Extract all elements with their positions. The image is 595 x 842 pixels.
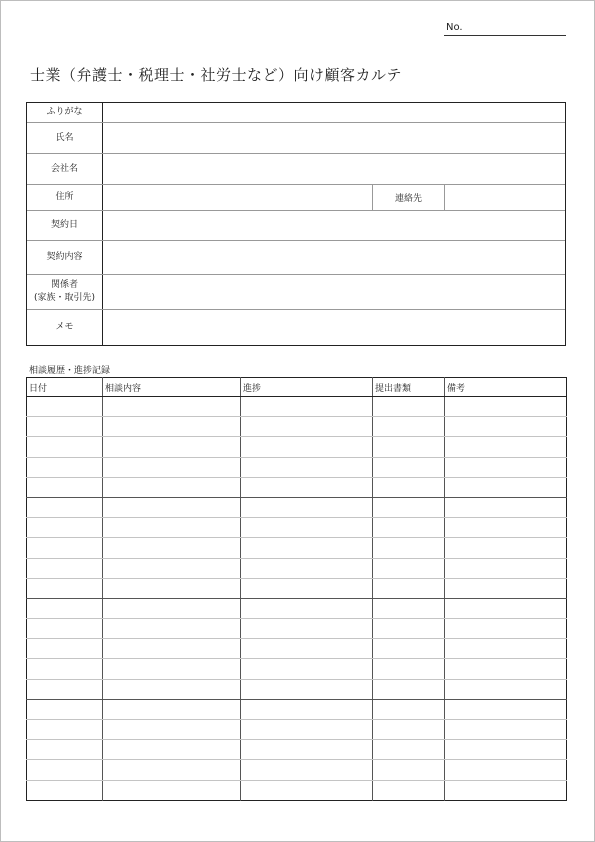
date-cell[interactable] (27, 619, 103, 639)
row-furigana (27, 103, 565, 123)
progress-cell[interactable] (241, 578, 373, 598)
progress-cell[interactable] (241, 538, 373, 558)
table-row (27, 397, 567, 417)
notes-cell[interactable] (445, 397, 567, 417)
documents-cell[interactable] (373, 457, 445, 477)
notes-cell[interactable] (445, 720, 567, 740)
address-label: 住所 (27, 185, 103, 210)
documents-cell[interactable] (373, 417, 445, 437)
consultation-cell[interactable] (103, 639, 241, 659)
table-row (27, 659, 567, 679)
date-cell[interactable] (27, 598, 103, 618)
notes-cell[interactable] (445, 518, 567, 538)
memo-label: メモ (27, 310, 103, 345)
company-label: 会社名 (27, 154, 103, 184)
date-cell[interactable] (27, 780, 103, 800)
furigana-label: ふりがな (27, 103, 103, 122)
table-row (27, 619, 567, 639)
date-cell[interactable] (27, 518, 103, 538)
documents-cell[interactable] (373, 760, 445, 780)
progress-cell[interactable] (241, 457, 373, 477)
documents-cell[interactable] (373, 497, 445, 517)
documents-cell[interactable] (373, 538, 445, 558)
contract-date-field[interactable] (103, 211, 565, 240)
progress-cell[interactable] (241, 760, 373, 780)
contact-field[interactable] (445, 185, 565, 210)
row-memo (27, 310, 565, 345)
notes-cell[interactable] (445, 497, 567, 517)
notes-cell[interactable] (445, 639, 567, 659)
documents-cell[interactable] (373, 720, 445, 740)
consultation-cell[interactable] (103, 497, 241, 517)
date-cell[interactable] (27, 437, 103, 457)
row-address (27, 185, 565, 211)
history-body (27, 397, 567, 801)
consultation-cell[interactable] (103, 780, 241, 800)
progress-cell[interactable] (241, 417, 373, 437)
page-title: 士業（弁護士・税理士・社労士など）向け顧客カルテ (30, 66, 403, 84)
table-row (27, 740, 567, 760)
documents-cell[interactable] (373, 558, 445, 578)
table-row (27, 760, 567, 780)
date-cell[interactable] (27, 679, 103, 699)
consultation-cell[interactable] (103, 598, 241, 618)
documents-cell[interactable] (373, 639, 445, 659)
row-related (27, 275, 565, 310)
progress-cell[interactable] (241, 619, 373, 639)
consultation-cell[interactable] (103, 699, 241, 719)
progress-cell[interactable] (241, 397, 373, 417)
notes-cell[interactable] (445, 538, 567, 558)
progress-cell[interactable] (241, 639, 373, 659)
date-cell[interactable] (27, 578, 103, 598)
date-cell[interactable] (27, 639, 103, 659)
related-label-line1: 関係者 (50, 280, 78, 290)
address-field[interactable] (103, 185, 373, 210)
col-date: 日付 (27, 378, 103, 397)
number-label: No. (446, 22, 463, 33)
consultation-cell[interactable] (103, 558, 241, 578)
table-row (27, 699, 567, 719)
contract-content-label: 契約内容 (27, 241, 103, 274)
progress-cell[interactable] (241, 518, 373, 538)
name-field[interactable] (103, 123, 565, 153)
client-info-table (26, 102, 566, 346)
consultation-cell[interactable] (103, 760, 241, 780)
table-row (27, 639, 567, 659)
related-label (27, 275, 103, 309)
progress-cell[interactable] (241, 720, 373, 740)
table-row (27, 497, 567, 517)
date-cell[interactable] (27, 457, 103, 477)
notes-cell[interactable] (445, 457, 567, 477)
consultation-cell[interactable] (103, 477, 241, 497)
notes-cell[interactable] (445, 699, 567, 719)
documents-cell[interactable] (373, 780, 445, 800)
progress-cell[interactable] (241, 437, 373, 457)
row-name (27, 123, 565, 154)
consultation-cell[interactable] (103, 659, 241, 679)
col-consultation: 相談内容 (103, 378, 241, 397)
consultation-cell[interactable] (103, 397, 241, 417)
consultation-cell[interactable] (103, 679, 241, 699)
consultation-cell[interactable] (103, 417, 241, 437)
history-table (26, 377, 567, 801)
notes-cell[interactable] (445, 659, 567, 679)
notes-cell[interactable] (445, 437, 567, 457)
table-row (27, 437, 567, 457)
table-row (27, 780, 567, 800)
documents-cell[interactable] (373, 598, 445, 618)
progress-cell[interactable] (241, 497, 373, 517)
documents-cell[interactable] (373, 659, 445, 679)
consultation-cell[interactable] (103, 437, 241, 457)
contract-content-field[interactable] (103, 241, 565, 274)
documents-cell[interactable] (373, 699, 445, 719)
notes-cell[interactable] (445, 598, 567, 618)
table-row (27, 477, 567, 497)
col-documents: 提出書類 (373, 378, 445, 397)
table-row (27, 598, 567, 618)
contract-date-label: 契約日 (27, 211, 103, 240)
memo-field[interactable] (103, 310, 565, 345)
consultation-cell[interactable] (103, 578, 241, 598)
table-row (27, 720, 567, 740)
col-progress: 進捗 (241, 378, 373, 397)
history-header-row (27, 378, 567, 397)
contact-label: 連絡先 (373, 185, 445, 210)
date-cell[interactable] (27, 740, 103, 760)
row-contract-date (27, 211, 565, 241)
date-cell[interactable] (27, 558, 103, 578)
progress-cell[interactable] (241, 558, 373, 578)
documents-cell[interactable] (373, 619, 445, 639)
consultation-cell[interactable] (103, 720, 241, 740)
row-company (27, 154, 565, 185)
number-field[interactable] (444, 35, 566, 36)
date-cell[interactable] (27, 397, 103, 417)
table-row (27, 558, 567, 578)
notes-cell[interactable] (445, 740, 567, 760)
notes-cell[interactable] (445, 619, 567, 639)
progress-cell[interactable] (241, 659, 373, 679)
date-cell[interactable] (27, 538, 103, 558)
company-field[interactable] (103, 154, 565, 184)
consultation-cell[interactable] (103, 457, 241, 477)
consultation-cell[interactable] (103, 740, 241, 760)
date-cell[interactable] (27, 659, 103, 679)
name-label: 氏名 (27, 123, 103, 153)
notes-cell[interactable] (445, 760, 567, 780)
table-row (27, 679, 567, 699)
documents-cell[interactable] (373, 437, 445, 457)
notes-cell[interactable] (445, 679, 567, 699)
progress-cell[interactable] (241, 740, 373, 760)
date-cell[interactable] (27, 497, 103, 517)
table-row (27, 578, 567, 598)
consultation-cell[interactable] (103, 518, 241, 538)
progress-cell[interactable] (241, 679, 373, 699)
progress-cell[interactable] (241, 477, 373, 497)
table-row (27, 417, 567, 437)
progress-cell[interactable] (241, 699, 373, 719)
date-cell[interactable] (27, 477, 103, 497)
documents-cell[interactable] (373, 740, 445, 760)
notes-cell[interactable] (445, 477, 567, 497)
date-cell[interactable] (27, 417, 103, 437)
documents-cell[interactable] (373, 518, 445, 538)
notes-cell[interactable] (445, 780, 567, 800)
consultation-cell[interactable] (103, 619, 241, 639)
progress-cell[interactable] (241, 598, 373, 618)
consultation-cell[interactable] (103, 538, 241, 558)
table-row (27, 538, 567, 558)
notes-cell[interactable] (445, 558, 567, 578)
documents-cell[interactable] (373, 679, 445, 699)
documents-cell[interactable] (373, 477, 445, 497)
progress-cell[interactable] (241, 780, 373, 800)
date-cell[interactable] (27, 699, 103, 719)
related-label-line2: (家族・取引先) (33, 293, 96, 303)
date-cell[interactable] (27, 720, 103, 740)
documents-cell[interactable] (373, 578, 445, 598)
row-contract-content (27, 241, 565, 275)
table-row (27, 457, 567, 477)
date-cell[interactable] (27, 760, 103, 780)
documents-cell[interactable] (373, 397, 445, 417)
related-field[interactable] (103, 275, 565, 309)
history-section-title: 相談履歴・進捗記録 (29, 366, 111, 376)
col-notes: 備考 (445, 378, 567, 397)
notes-cell[interactable] (445, 417, 567, 437)
notes-cell[interactable] (445, 578, 567, 598)
furigana-field[interactable] (103, 103, 565, 122)
table-row (27, 518, 567, 538)
